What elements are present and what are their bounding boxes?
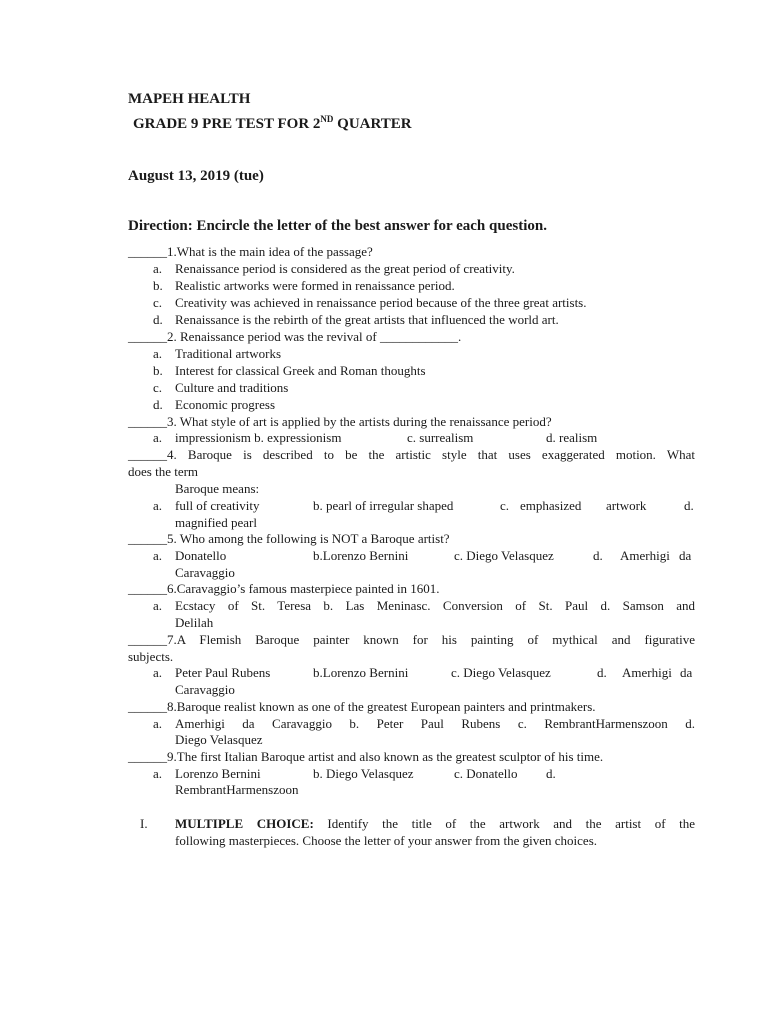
option-c-text: emphasized <box>520 498 582 513</box>
question-5-stem: ______5. Who among the following is NOT a Baroque artist? <box>128 531 450 546</box>
question-3-options <box>0 429 768 446</box>
question-1-option-c <box>0 294 768 311</box>
question-8-option-cont: Diego Velasquez <box>175 732 263 747</box>
option-letter: c. <box>153 380 163 395</box>
section-title: MULTIPLE CHOICE: <box>175 816 314 831</box>
question-1-option-b <box>0 277 768 294</box>
section-text-line2: following masterpieces. Choose the letter of your answer from the given choices. <box>175 833 598 848</box>
option-a-b-text: impressionism b. expressionism <box>175 430 342 445</box>
question-1-stem: ______1.What is the main idea of the passage? <box>128 244 373 259</box>
option-d-letter: d. <box>593 548 603 563</box>
option-text: Culture and traditions <box>175 380 289 395</box>
question-6-stem: ______6.Caravaggio’s famous masterpiece painted in 1601. <box>128 581 440 596</box>
direction-text: Direction: Encircle the letter of the best answer for each question. <box>128 218 547 234</box>
question-4-stem-line2: does the term <box>128 464 199 479</box>
question-1-option-a <box>0 260 768 277</box>
option-d-text: Amerhigi <box>620 548 670 563</box>
section-numeral: I. <box>140 816 148 831</box>
option-c-text2: artwork <box>606 498 647 513</box>
option-text: Realistic artworks were formed in renaissance period. <box>175 278 455 293</box>
question-5-option-d-cont: Caravaggio <box>175 565 235 580</box>
question-4-options <box>0 497 768 514</box>
question-1-option-d <box>0 311 768 328</box>
option-b-text: b.Lorenzo Bernini <box>313 548 409 563</box>
option-text: Renaissance is the rebirth of the great artists that influenced the world art. <box>175 312 559 327</box>
option-a-text: Lorenzo Bernini <box>175 766 261 781</box>
option-letter: a. <box>153 766 163 781</box>
option-letter: a. <box>153 346 163 361</box>
question-7-option-d-cont: Caravaggio <box>175 682 235 697</box>
option-d-letter: d. <box>597 665 607 680</box>
question-3-stem: ______3. What style of art is applied by the artists during the renaissance period? <box>128 414 552 429</box>
question-9-stem: ______9.The first Italian Baroque artist and also known as the greatest sculptor of his time. <box>128 749 604 764</box>
option-c-text: c. surrealism <box>407 430 474 445</box>
option-letter: a. <box>153 498 163 513</box>
option-d-text2: da <box>679 548 692 563</box>
section-instruction-line1: Identify the title of the artwork and the artist of the <box>313 816 695 831</box>
grade-title-sup: ND <box>320 114 334 124</box>
question-7-stem-line2: subjects. <box>128 649 174 664</box>
option-line-text: Amerhigi da Caravaggio b. Peter Paul Rubens c. RembrantHarmenszoon d. <box>175 716 695 731</box>
option-a-text: Donatello <box>175 548 227 563</box>
option-c-text: c. Diego Velasquez <box>454 548 554 563</box>
option-letter: d. <box>153 312 163 327</box>
question-8-stem: ______8.Baroque realist known as one of the greatest European painters and printmakers. <box>128 699 596 714</box>
option-d-text: Amerhigi <box>622 665 672 680</box>
option-letter: a. <box>153 598 163 613</box>
option-letter: c. <box>153 295 163 310</box>
question-6-options <box>0 597 768 614</box>
question-4-option-d-text: magnified pearl <box>175 515 257 530</box>
question-2-stem: ______2. Renaissance period was the revival of ____________. <box>128 329 462 344</box>
grade-title <box>133 116 412 133</box>
option-d-text2: da <box>680 665 693 680</box>
option-a-text: full of creativity <box>175 498 260 513</box>
option-text: Creativity was achieved in renaissance period because of the three great artists. <box>175 295 587 310</box>
option-d-letter: d. <box>546 766 556 781</box>
option-text: Traditional artworks <box>175 346 282 361</box>
option-letter: a. <box>153 261 163 276</box>
option-b-text: b. pearl of irregular shaped <box>313 498 454 513</box>
section-text-line1 <box>175 815 695 832</box>
option-a-text: Peter Paul Rubens <box>175 665 271 680</box>
test-date: August 13, 2019 (tue) <box>128 168 264 184</box>
option-text: Renaissance period is considered as the great period of creativity. <box>175 261 515 276</box>
question-9-options <box>0 765 768 782</box>
question-4-stem-line3: Baroque means: <box>175 481 260 496</box>
question-2-option-a <box>0 345 768 362</box>
question-2-option-b <box>0 362 768 379</box>
question-7-options <box>0 664 768 681</box>
question-6-option-cont: Delilah <box>175 615 214 630</box>
option-letter: b. <box>153 278 163 293</box>
subject-title: MAPEH HEALTH <box>128 91 251 107</box>
option-letter: a. <box>153 430 163 445</box>
question-2-option-c <box>0 379 768 396</box>
question-9-option-d-cont: RembrantHarmenszoon <box>175 782 299 797</box>
question-4-stem-line1: ______4. Baroque is described to be the artistic style that uses exaggerated motion. What <box>128 447 695 462</box>
grade-title-prefix: GRADE 9 PRE TEST FOR 2 <box>133 116 321 132</box>
question-5-options <box>0 547 768 564</box>
option-c-letter: c. <box>500 498 510 513</box>
option-letter: d. <box>153 397 163 412</box>
question-2-option-d <box>0 396 768 413</box>
option-line-text: Ecstacy of St. Teresa b. Las Meninasc. Conversion of St. Paul d. Samson and <box>175 598 695 613</box>
option-b-text: b. Diego Velasquez <box>313 766 414 781</box>
question-8-options <box>0 715 768 732</box>
option-text: Economic progress <box>175 397 276 412</box>
option-c-text: c. Donatello <box>454 766 518 781</box>
grade-title-suffix: QUARTER <box>333 116 412 132</box>
option-text: Interest for classical Greek and Roman thoughts <box>175 363 426 378</box>
option-d-letter: d. <box>684 498 694 513</box>
option-b-text: b.Lorenzo Bernini <box>313 665 409 680</box>
option-c-text: c. Diego Velasquez <box>451 665 551 680</box>
option-letter: a. <box>153 716 163 731</box>
question-7-stem-line1: ______7.A Flemish Baroque painter known for his painting of mythical and figurative <box>128 632 695 647</box>
option-letter: a. <box>153 665 163 680</box>
option-letter: a. <box>153 548 163 563</box>
option-letter: b. <box>153 363 163 378</box>
option-d-text: d. realism <box>546 430 598 445</box>
